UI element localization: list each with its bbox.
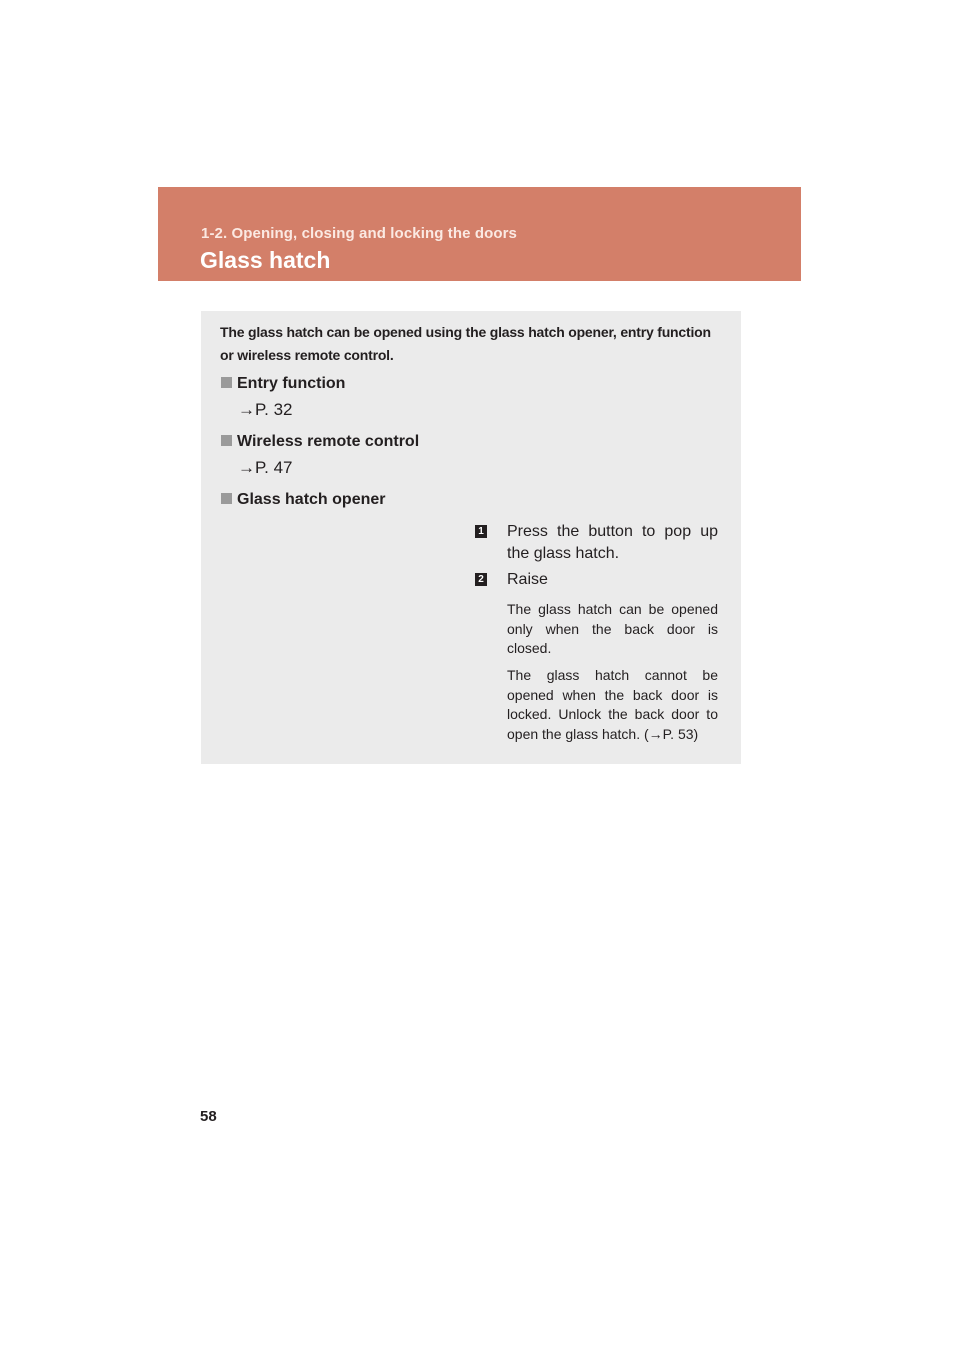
- section-heading-wireless-remote: [221, 433, 419, 451]
- intro-text: The glass hatch can be opened using the glass hatch opener, entry function or wireless remote control.: [220, 324, 711, 363]
- note-back-door-closed: The glass hatch can be opened only when the back door is closed.: [507, 601, 718, 656]
- step-number-badge: 2: [475, 573, 487, 586]
- step-text: Press the button to pop up the glass hatch.: [507, 523, 718, 562]
- header-band: [158, 187, 801, 281]
- square-bullet-icon: [221, 493, 232, 504]
- page-number: 58: [200, 1108, 217, 1125]
- section-heading-glass-hatch-opener: [221, 491, 386, 509]
- section-heading-label: Entry function: [237, 375, 346, 392]
- content-box: [201, 311, 741, 764]
- note-back-door-locked: The glass hatch cannot be opened when the back door is locked. Unlock the back door to open the glass hatch. (→P. 53): [507, 667, 718, 742]
- step-text: Raise: [507, 571, 548, 588]
- square-bullet-icon: [221, 435, 232, 446]
- section-heading-label: Glass hatch opener: [237, 491, 386, 508]
- square-bullet-icon: [221, 377, 232, 388]
- step-number-badge: 1: [475, 525, 487, 538]
- section-label: 1-2. Opening, closing and locking the doors: [201, 225, 517, 242]
- section-heading-entry-function: [221, 375, 345, 393]
- page-reference-link[interactable]: →P. 32: [238, 400, 293, 419]
- section-heading-label: Wireless remote control: [237, 433, 420, 450]
- page-title: Glass hatch: [200, 247, 331, 273]
- page-reference-link[interactable]: →P. 47: [238, 458, 293, 477]
